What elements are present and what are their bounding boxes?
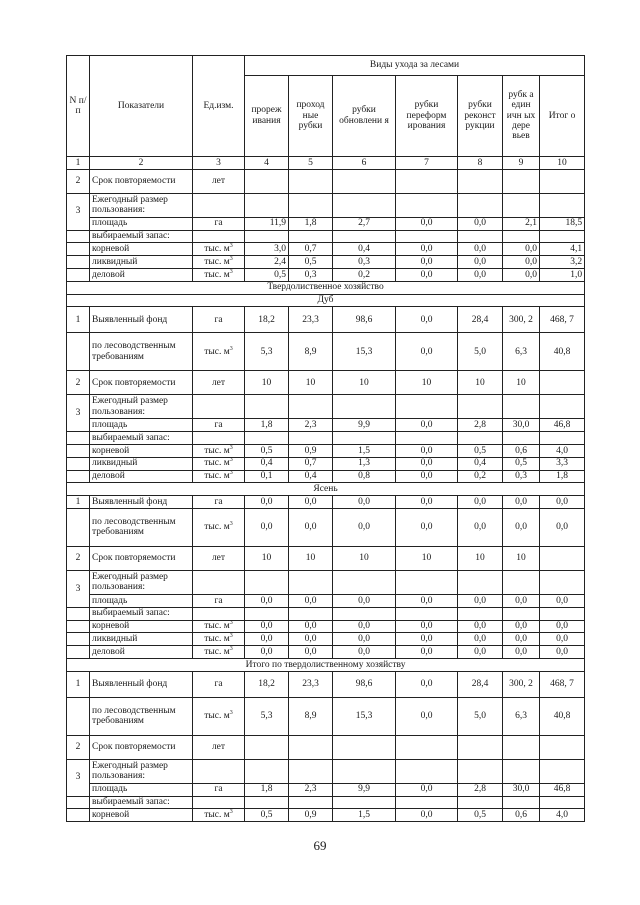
row-label: по лесоводственным требованиям xyxy=(90,697,193,735)
header-col-5: проход ные рубки xyxy=(289,75,333,156)
cell-value xyxy=(540,371,585,395)
row-label: деловой xyxy=(90,470,193,483)
table-row xyxy=(67,607,585,620)
cell-value: 0,0 xyxy=(503,268,540,281)
cell-value: 0,0 xyxy=(396,217,458,230)
cell-value: 0,0 xyxy=(396,457,458,470)
table-row xyxy=(67,230,585,243)
cell-value: 0,0 xyxy=(503,594,540,607)
table-row xyxy=(67,470,585,483)
cell-value: 1,5 xyxy=(333,809,396,822)
cell-value: 0,0 xyxy=(396,633,458,646)
row-label: площадь xyxy=(90,419,193,432)
table-row xyxy=(67,419,585,432)
cell-value: 0,0 xyxy=(503,646,540,659)
cell-value: 0,0 xyxy=(540,594,585,607)
table-row xyxy=(67,333,585,371)
cell-value: 0,0 xyxy=(458,256,503,269)
cell-value: 0,0 xyxy=(289,594,333,607)
cell-value: 0,0 xyxy=(333,646,396,659)
cell-value: 0,0 xyxy=(289,620,333,633)
cell-value: 0,0 xyxy=(245,620,289,633)
cell-value: 0,6 xyxy=(503,809,540,822)
table-row xyxy=(67,193,585,217)
cell-value: 0,5 xyxy=(458,809,503,822)
cell-value: 1,8 xyxy=(289,217,333,230)
cell-value: 0,6 xyxy=(503,444,540,457)
cell-value: 10 xyxy=(396,371,458,395)
cell-value: 0,0 xyxy=(396,646,458,659)
cell-value: 6,3 xyxy=(503,333,540,371)
row-unit: тыс. $м^3$ xyxy=(193,243,245,256)
cell-value: 0,0 xyxy=(289,646,333,659)
cell-value: 9,9 xyxy=(333,419,396,432)
cell-value: 1,8 xyxy=(245,783,289,796)
table-row xyxy=(67,508,585,546)
cell-value: 10 xyxy=(396,546,458,570)
row-label: корневой xyxy=(90,809,193,822)
cell-value: 0,0 xyxy=(458,620,503,633)
row-unit: га xyxy=(193,783,245,796)
cell-value: 5,0 xyxy=(458,697,503,735)
cell-value: 0,0 xyxy=(396,333,458,371)
row-unit: га xyxy=(193,307,245,333)
cell-value: 300, 2 xyxy=(503,671,540,697)
header-group-title: Виды ухода за лесами xyxy=(245,56,585,76)
column-number: 8 xyxy=(458,157,503,170)
cell-value: 10 xyxy=(458,546,503,570)
row-label: деловой xyxy=(90,646,193,659)
section-row xyxy=(67,294,585,307)
cell-value: 2,3 xyxy=(289,419,333,432)
row-label: Ежегодный размер пользования: xyxy=(90,395,193,419)
cell-value: 0,3 xyxy=(333,256,396,269)
row-number: 2 xyxy=(67,371,90,395)
section-row xyxy=(67,658,585,671)
row-label: Срок повторяемости xyxy=(90,169,193,193)
table-row xyxy=(67,646,585,659)
table-row xyxy=(67,243,585,256)
cell-value: 2,7 xyxy=(333,217,396,230)
cell-value: 0,0 xyxy=(245,594,289,607)
cell-value: 0,0 xyxy=(396,444,458,457)
row-unit: тыс. $м^3$ xyxy=(193,809,245,822)
cell-value: 0,0 xyxy=(396,809,458,822)
cell-value: 0,4 xyxy=(333,243,396,256)
cell-value: 0,5 xyxy=(245,809,289,822)
row-unit: га xyxy=(193,419,245,432)
section-row xyxy=(67,483,585,496)
cell-value: 0,0 xyxy=(503,256,540,269)
cell-value: 0,5 xyxy=(245,268,289,281)
row-unit: тыс. $м^3$ xyxy=(193,697,245,735)
table-row xyxy=(67,809,585,822)
forest-care-table xyxy=(66,55,585,822)
cell-value: 0,0 xyxy=(396,697,458,735)
section-title: Твердолиственное хозяйство xyxy=(67,281,585,294)
cell-value: 0,9 xyxy=(289,444,333,457)
cell-value: 23,3 xyxy=(289,307,333,333)
row-label: Ежегодный размер пользования: xyxy=(90,193,193,217)
table-row xyxy=(67,633,585,646)
cell-value: 10 xyxy=(245,546,289,570)
cell-value: 1,5 xyxy=(333,444,396,457)
cell-value: 0,0 xyxy=(458,508,503,546)
cell-value: 0,4 xyxy=(458,457,503,470)
row-unit: тыс. $м^3$ xyxy=(193,268,245,281)
row-label: деловой xyxy=(90,268,193,281)
cell-value: 10 xyxy=(503,546,540,570)
cell-value: 2,3 xyxy=(289,783,333,796)
cell-value: 9,9 xyxy=(333,783,396,796)
row-unit: тыс. $м^3$ xyxy=(193,444,245,457)
table-row xyxy=(67,444,585,457)
row-label: ликвидный xyxy=(90,256,193,269)
row-unit: га xyxy=(193,217,245,230)
row-label: площадь xyxy=(90,594,193,607)
row-number: 2 xyxy=(67,546,90,570)
cell-value: 0,0 xyxy=(396,508,458,546)
cell-value: 4,0 xyxy=(540,809,585,822)
row-unit: тыс. $м^3$ xyxy=(193,333,245,371)
cell-value: 40,8 xyxy=(540,333,585,371)
cell-value: 0,0 xyxy=(503,633,540,646)
row-unit: лет xyxy=(193,371,245,395)
cell-value: 0,0 xyxy=(540,633,585,646)
cell-value: 46,8 xyxy=(540,783,585,796)
cell-value: 0,1 xyxy=(245,470,289,483)
cell-value: 468, 7 xyxy=(540,671,585,697)
cell-value: 0,0 xyxy=(289,508,333,546)
cell-value: 0,0 xyxy=(245,646,289,659)
cell-value: 3,0 xyxy=(245,243,289,256)
cell-value: 0,5 xyxy=(503,457,540,470)
cell-value: 5,0 xyxy=(458,333,503,371)
cell-value: 10 xyxy=(503,371,540,395)
cell-value: 0,3 xyxy=(503,470,540,483)
cell-value: 10 xyxy=(245,371,289,395)
cell-value: 0,2 xyxy=(458,470,503,483)
row-unit: тыс. $м^3$ xyxy=(193,470,245,483)
header-col-7: рубки переформ ирования xyxy=(396,75,458,156)
cell-value: 0,4 xyxy=(245,457,289,470)
column-number-row xyxy=(67,157,585,170)
header-unit: Ед.изм. xyxy=(193,56,245,157)
header-row-group xyxy=(67,56,585,76)
row-unit: тыс. $м^3$ xyxy=(193,256,245,269)
cell-value: 0,0 xyxy=(396,783,458,796)
page-number: 69 xyxy=(313,838,327,853)
table-row xyxy=(67,759,585,783)
cell-value: 1,8 xyxy=(245,419,289,432)
row-unit: га xyxy=(193,671,245,697)
column-number: 1 xyxy=(67,157,90,170)
cell-value: 4,0 xyxy=(540,444,585,457)
cell-value: 2,4 xyxy=(245,256,289,269)
cell-value: 0,0 xyxy=(396,256,458,269)
cell-value: 0,0 xyxy=(396,419,458,432)
table-row xyxy=(67,307,585,333)
row-label: площадь xyxy=(90,783,193,796)
row-label: Ежегодный размер пользования: xyxy=(90,570,193,594)
table-row xyxy=(67,620,585,633)
row-unit: тыс. $м^3$ xyxy=(193,633,245,646)
cell-value: 10 xyxy=(289,546,333,570)
table-row xyxy=(67,395,585,419)
cell-value: 40,8 xyxy=(540,697,585,735)
column-number: 7 xyxy=(396,157,458,170)
table-row xyxy=(67,256,585,269)
cell-value: 0,0 xyxy=(503,508,540,546)
cell-value: 0,5 xyxy=(289,256,333,269)
row-unit: га xyxy=(193,594,245,607)
row-label: корневой xyxy=(90,444,193,457)
cell-value: 0,0 xyxy=(458,496,503,509)
row-number: 3 xyxy=(67,193,90,230)
cell-value: 6,3 xyxy=(503,697,540,735)
row-number: 2 xyxy=(67,169,90,193)
cell-value: 98,6 xyxy=(333,307,396,333)
column-number: 10 xyxy=(540,157,585,170)
cell-value: 0,0 xyxy=(396,620,458,633)
cell-value: 0,5 xyxy=(458,444,503,457)
row-number: 2 xyxy=(67,735,90,759)
cell-value: 0,0 xyxy=(396,243,458,256)
row-label: выбираемый запас: xyxy=(90,230,193,243)
row-label: выбираемый запас: xyxy=(90,796,193,809)
cell-value: 30,0 xyxy=(503,783,540,796)
column-number: 3 xyxy=(193,157,245,170)
header-no: N п/ п xyxy=(67,56,90,157)
section-title: Дуб xyxy=(67,294,585,307)
row-unit: тыс. $м^3$ xyxy=(193,620,245,633)
cell-value: 0,7 xyxy=(289,457,333,470)
header-col-4: прореж ивания xyxy=(245,75,289,156)
cell-value: 18,2 xyxy=(245,671,289,697)
cell-value: 0,0 xyxy=(540,646,585,659)
cell-value: 0,0 xyxy=(396,671,458,697)
cell-value: 15,3 xyxy=(333,697,396,735)
table-row xyxy=(67,594,585,607)
row-number: 3 xyxy=(67,570,90,607)
table-row xyxy=(67,783,585,796)
cell-value: 0,0 xyxy=(245,633,289,646)
cell-value: 0,5 xyxy=(245,444,289,457)
cell-value: 0,0 xyxy=(333,496,396,509)
row-number: 1 xyxy=(67,496,90,509)
cell-value: 0,0 xyxy=(503,243,540,256)
row-unit: тыс. $м^3$ xyxy=(193,508,245,546)
row-number: 1 xyxy=(67,671,90,697)
row-label: Выявленный фонд xyxy=(90,307,193,333)
cell-value: 0,7 xyxy=(289,243,333,256)
cell-value: 0,0 xyxy=(333,594,396,607)
row-unit: лет xyxy=(193,169,245,193)
table-row xyxy=(67,371,585,395)
cell-value: 0,0 xyxy=(396,496,458,509)
section-row xyxy=(67,281,585,294)
table-row xyxy=(67,268,585,281)
row-unit: га xyxy=(193,496,245,509)
cell-value: 2,8 xyxy=(458,419,503,432)
cell-value: 0,0 xyxy=(458,243,503,256)
cell-value: 0,0 xyxy=(333,633,396,646)
table-row xyxy=(67,796,585,809)
table-row xyxy=(67,457,585,470)
cell-value: 8,9 xyxy=(289,333,333,371)
cell-value: 0,0 xyxy=(333,508,396,546)
header-col-6: рубки обновлени я xyxy=(333,75,396,156)
column-number: 5 xyxy=(289,157,333,170)
row-label: корневой xyxy=(90,620,193,633)
table-row xyxy=(67,169,585,193)
header-col-9: рубк а един ичн ых дере вьев xyxy=(503,75,540,156)
cell-value: 0,0 xyxy=(458,217,503,230)
cell-value: 2,1 xyxy=(503,217,540,230)
section-title: Ясень xyxy=(67,483,585,496)
cell-value: 300, 2 xyxy=(503,307,540,333)
row-label: ликвидный xyxy=(90,457,193,470)
table-row xyxy=(67,217,585,230)
cell-value: 0,0 xyxy=(396,470,458,483)
section-title: Итого по твердолиственному хозяйству xyxy=(67,658,585,671)
cell-value: 10 xyxy=(289,371,333,395)
header-col-8: рубки реконст рукции xyxy=(458,75,503,156)
row-label: площадь xyxy=(90,217,193,230)
cell-value: 3,2 xyxy=(540,256,585,269)
cell-value: 5,3 xyxy=(245,333,289,371)
table-row xyxy=(67,570,585,594)
cell-value xyxy=(540,546,585,570)
column-number: 9 xyxy=(503,157,540,170)
cell-value: 0,0 xyxy=(245,508,289,546)
table-row xyxy=(67,671,585,697)
cell-value: 0,0 xyxy=(289,633,333,646)
table-row xyxy=(67,735,585,759)
cell-value: 28,4 xyxy=(458,671,503,697)
row-label: выбираемый запас: xyxy=(90,607,193,620)
cell-value: 0,0 xyxy=(396,307,458,333)
column-number: 4 xyxy=(245,157,289,170)
cell-value: 11,9 xyxy=(245,217,289,230)
row-label: Срок повторяемости xyxy=(90,371,193,395)
cell-value: 0,0 xyxy=(503,620,540,633)
cell-value: 0,0 xyxy=(396,594,458,607)
cell-value: 1,0 xyxy=(540,268,585,281)
cell-value: 15,3 xyxy=(333,333,396,371)
row-number: 3 xyxy=(67,759,90,796)
cell-value: 0,0 xyxy=(333,620,396,633)
cell-value: 5,3 xyxy=(245,697,289,735)
row-label: ликвидный xyxy=(90,633,193,646)
cell-value: 0,0 xyxy=(458,646,503,659)
cell-value: 30,0 xyxy=(503,419,540,432)
cell-value: 0,0 xyxy=(289,496,333,509)
table-row xyxy=(67,546,585,570)
table-row xyxy=(67,432,585,445)
row-label: по лесоводственным требованиям xyxy=(90,333,193,371)
cell-value: 10 xyxy=(458,371,503,395)
cell-value: 28,4 xyxy=(458,307,503,333)
row-number: 3 xyxy=(67,395,90,432)
row-label: по лесоводственным требованиям xyxy=(90,508,193,546)
row-unit: тыс. $м^3$ xyxy=(193,646,245,659)
cell-value: 0,0 xyxy=(503,496,540,509)
cell-value: 10 xyxy=(333,546,396,570)
row-label: выбираемый запас: xyxy=(90,432,193,445)
cell-value: 0,0 xyxy=(540,508,585,546)
cell-value: 2,8 xyxy=(458,783,503,796)
column-number: 2 xyxy=(90,157,193,170)
cell-value: 10 xyxy=(333,371,396,395)
row-label: корневой xyxy=(90,243,193,256)
cell-value: 18,2 xyxy=(245,307,289,333)
cell-value: 468, 7 xyxy=(540,307,585,333)
row-label: Выявленный фонд xyxy=(90,496,193,509)
row-label: Срок повторяемости xyxy=(90,546,193,570)
row-label: Выявленный фонд xyxy=(90,671,193,697)
cell-value: 0,3 xyxy=(289,268,333,281)
cell-value: 0,2 xyxy=(333,268,396,281)
cell-value: 23,3 xyxy=(289,671,333,697)
cell-value: 8,9 xyxy=(289,697,333,735)
cell-value: 0,0 xyxy=(245,496,289,509)
cell-value: 0,9 xyxy=(289,809,333,822)
row-label: Срок повторяемости xyxy=(90,735,193,759)
row-label: Ежегодный размер пользования: xyxy=(90,759,193,783)
row-unit: лет xyxy=(193,546,245,570)
cell-value: 46,8 xyxy=(540,419,585,432)
cell-value: 0,0 xyxy=(540,620,585,633)
header-indicator: Показатели xyxy=(90,56,193,157)
cell-value: 0,8 xyxy=(333,470,396,483)
cell-value: 0,0 xyxy=(458,633,503,646)
row-number: 1 xyxy=(67,307,90,333)
header-col-10: Итог о xyxy=(540,75,585,156)
cell-value: 0,4 xyxy=(289,470,333,483)
cell-value: 0,0 xyxy=(540,496,585,509)
column-number: 6 xyxy=(333,157,396,170)
cell-value: 4,1 xyxy=(540,243,585,256)
table-row xyxy=(67,496,585,509)
row-unit: тыс. $м^3$ xyxy=(193,457,245,470)
row-unit: лет xyxy=(193,735,245,759)
cell-value: 1,3 xyxy=(333,457,396,470)
cell-value: 1,8 xyxy=(540,470,585,483)
cell-value: 0,0 xyxy=(458,268,503,281)
cell-value: 0,0 xyxy=(396,268,458,281)
cell-value: 18,5 xyxy=(540,217,585,230)
cell-value: 3,3 xyxy=(540,457,585,470)
cell-value: 0,0 xyxy=(458,594,503,607)
table-row xyxy=(67,697,585,735)
cell-value: 98,6 xyxy=(333,671,396,697)
